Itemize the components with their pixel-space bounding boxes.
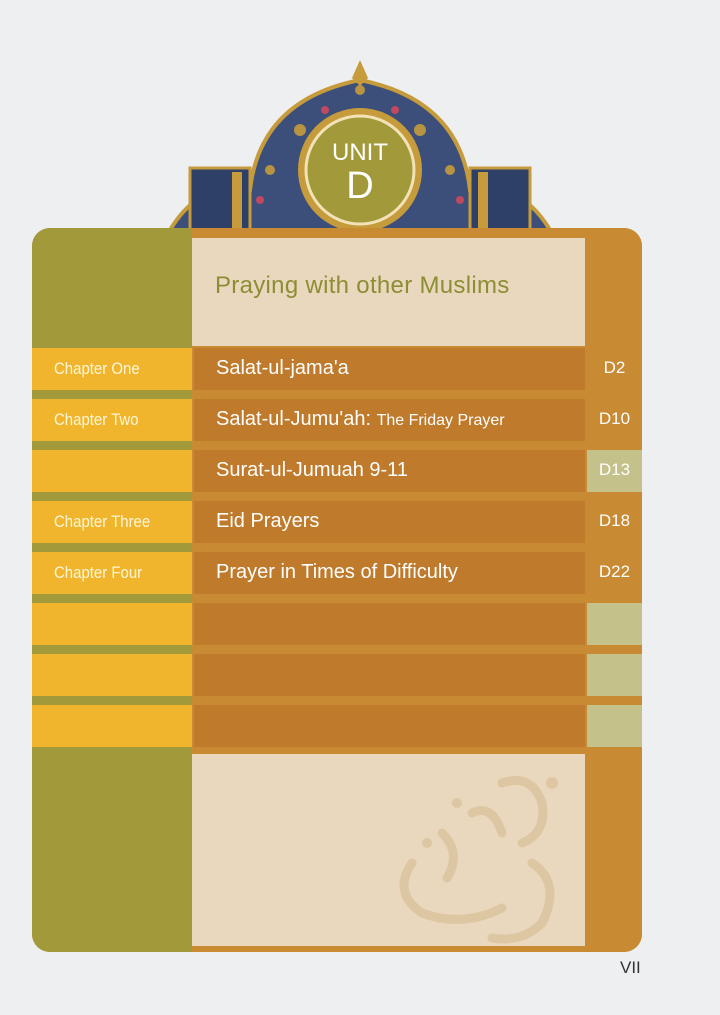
toc-row [32,348,642,390]
unit-letter: D [346,165,374,207]
toc-row [32,399,642,441]
page-ref: D22 [598,562,631,581]
chapter-label: Chapter One [54,359,140,378]
page-ref: D2 [603,358,626,377]
page-ref: D10 [598,409,631,428]
chapter-label: Chapter Three [54,512,151,531]
toc-row [32,603,642,645]
unit-ornament [140,60,580,240]
chapter-label: Chapter Four [54,563,143,582]
chapter-topic: Surat-ul-Jumuah 9-11 [216,459,408,481]
unit-word: UNIT [332,139,388,166]
calligraphy-watermark [352,743,592,952]
toc-row [32,501,642,543]
page-ref: D13 [598,460,631,479]
chapter-label: Chapter Two [54,410,139,429]
unit-title: Praying with other Muslims [215,272,510,299]
chapter-topic: Prayer in Times of Difficulty [216,561,458,583]
toc-row [32,705,642,747]
toc-row [32,552,642,594]
toc-row [32,450,642,492]
page-ref: D18 [598,511,631,530]
toc-row [32,654,642,696]
contents-card [32,228,642,952]
chapter-topic: Salat-ul-jama'a [216,357,349,379]
chapter-topic: Eid Prayers [216,510,320,532]
page-number: VII [620,958,641,977]
chapter-topic: Salat-ul-Jumu'ah: The Friday Prayer [216,408,505,430]
